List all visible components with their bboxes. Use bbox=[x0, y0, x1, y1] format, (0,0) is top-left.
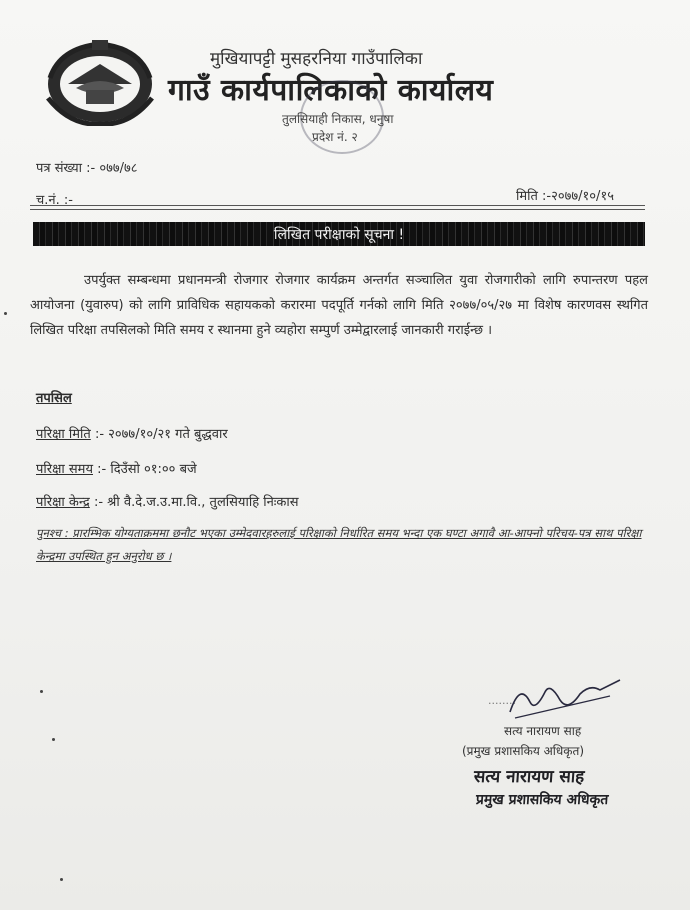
signatory-name: सत्य नारायण साह bbox=[504, 724, 582, 738]
exam-time-value: :- दिउँसो ०१:०० बजे bbox=[97, 462, 197, 477]
schedule-heading: तपसिल bbox=[36, 391, 72, 406]
office-address: तुलसियाही निकास, धनुषा bbox=[282, 112, 394, 126]
paper-speck bbox=[60, 878, 63, 881]
postscript bbox=[36, 522, 646, 568]
paper-speck bbox=[52, 738, 55, 741]
exam-time-row bbox=[36, 459, 197, 477]
exam-date-value: :- २०७७/१०/२१ गते बुद्धवार bbox=[94, 427, 228, 442]
divider-line bbox=[30, 205, 645, 206]
province-label: प्रदेश नं. २ bbox=[312, 130, 358, 144]
exam-center-row bbox=[36, 492, 299, 510]
notice-body-text: उपर्युक्त सम्बन्धमा प्रधानमन्त्री रोजगार रोजगार कार्यक्रम अन्तर्गत सञ्चालित युवा रोजगारीको लागि रुपान्तरण पहल आयोजना (युवारुप) को लागि प्राविधिक सहायकको करारमा पदपूर्ति गर्नको लागि मिति २०७७/०५/२७ मा विशेष कारणवस स्थगित लिखित परिक्षा तपसिलको मिति समय र स्थानमा हुने व्यहोरा सम्पुर्ण उम्मेद्वारलाई जानकारी गराईन्छ । bbox=[30, 273, 648, 338]
municipality-name: मुखियापट्टी मुसहरनिया गाउँपालिका bbox=[210, 49, 423, 69]
paper-speck bbox=[4, 312, 7, 315]
letter-date: मिति :-२०७७/१०/१५ bbox=[516, 189, 614, 204]
seal-title: प्रमुख प्रशासकिय अधिकृत bbox=[475, 792, 609, 808]
exam-center-value: :- श्री वै.दे.ज.उ.मा.वि., तुलसियाहि निःकास bbox=[93, 495, 299, 510]
office-title: गाउँ कार्यपालिकाको कार्यालय bbox=[168, 73, 494, 108]
notice-paragraph bbox=[30, 268, 648, 343]
exam-date-row bbox=[36, 424, 228, 442]
exam-date-label: परिक्षा मिति bbox=[36, 427, 91, 442]
paper-speck bbox=[40, 690, 43, 693]
notice-title-banner bbox=[33, 222, 645, 246]
signatory-title: (प्रमुख प्रशासकिय अधिकृत) bbox=[462, 744, 585, 758]
seal-name: सत्य नारायण साह bbox=[473, 767, 585, 787]
notice-title: लिखित परीक्षाको सूचना ! bbox=[273, 227, 405, 243]
postscript-text: प्रारम्भिक योग्यताक्रममा छनौट भएका उम्मेदवारहरुलाई परिक्षाको निर्धारित समय भन्दा एक घण्टा अगावै आ-आफ्नो परिचय-पत्र साथ परिक्षा केन्द्रमा उपस्थित हुन अनुरोध छ । bbox=[36, 526, 642, 563]
letter-number: पत्र संख्या :- ०७७/७८ bbox=[36, 161, 138, 176]
postscript-label: पुनश्च : bbox=[36, 526, 69, 540]
divider-line bbox=[30, 209, 645, 210]
signature-dots: ........ bbox=[488, 694, 516, 707]
dispatch-number: च.नं. :- bbox=[36, 193, 73, 208]
municipality-logo bbox=[40, 38, 160, 126]
handwritten-signature bbox=[490, 672, 630, 722]
exam-time-label: परिक्षा समय bbox=[36, 462, 93, 477]
exam-center-label: परिक्षा केन्द्र bbox=[36, 495, 90, 510]
